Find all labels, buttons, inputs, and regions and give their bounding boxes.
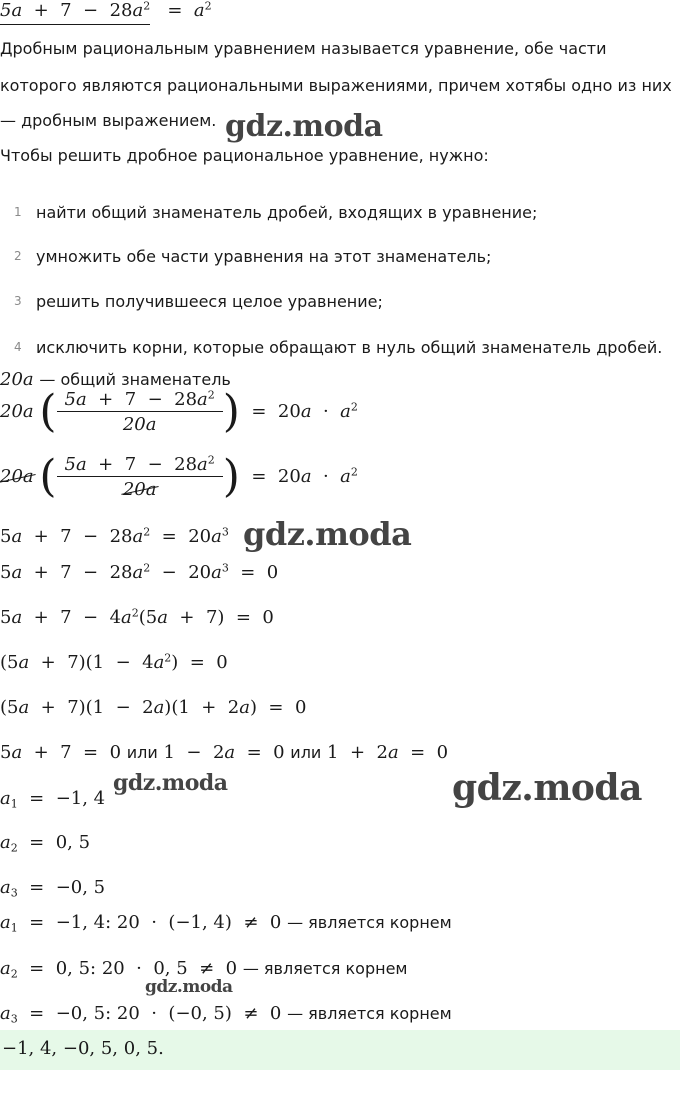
cancelled-equation: 20a ( $\frac{5a + 7 - 28a^2}{20a}$ ) = $20a \cdot a^2$ (0, 451, 358, 502)
check-a1: $a_1 = -1$, 4: 20 · (−1, 4) ≠ 0 — является корнем (0, 912, 452, 935)
equation-step-3: $5a + 7 - 4a^2(5a + 7) = 0$ (0, 606, 274, 628)
equation-step-4: $(5a + 7)(1 - 4a^2) = 0$ (0, 651, 228, 673)
or-word: или (290, 743, 322, 762)
steps-intro: Чтобы решить дробное рациональное уравнение, нужно: (0, 146, 489, 165)
root-label: — является корнем (287, 913, 452, 932)
common-denominator: 20a — общий знаменатель (0, 369, 231, 390)
definition-line-2: которого являются рациональными выражениями, причем хотябы одно из них (0, 76, 672, 95)
root-a1: $a_1 = -1$, 4 (0, 788, 106, 811)
root-label: — является корнем (287, 1004, 452, 1023)
definition-line-1: Дробным рациональным уравнением называется уравнение, обе части (0, 39, 607, 58)
step-text: умножить обе части уравнения на этот знаменатель; (36, 247, 492, 266)
equation-step-1: $5a + 7 - 28a^2 = 20a^3$ (0, 525, 229, 547)
answer-text: −1, 4, −0, 5, 0, 5. (2, 1038, 164, 1059)
step-number: 4 (14, 340, 22, 354)
equation-step-5: (5a + 7)(1 − 2a)(1 + 2a) = 0 (0, 697, 307, 718)
top-equation: $5a + 7 - 28a^2 = a^2$ (0, 2, 212, 25)
watermark: gdz.moda (225, 109, 383, 144)
root-a2: $a_2 = 0$, 5 (0, 832, 91, 855)
watermark: gdz.moda (243, 515, 412, 553)
step-text: исключить корни, которые обращают в нуль общий знаменатель дробей. (36, 338, 663, 357)
watermark: gdz.moda (113, 770, 228, 796)
watermark: gdz.moda (452, 767, 642, 809)
check-a3: $a_3 = -0$, 5: 20 · (−0, 5) ≠ 0 — является корнем (0, 1003, 452, 1026)
root-a3: $a_3 = -0$, 5 (0, 877, 106, 900)
root-label: — является корнем (242, 959, 408, 978)
answer-box (0, 1030, 680, 1070)
check-a2: $a_2 = 0$, 5: 20 · 0, 5 ≠ 0 — является корнем (0, 958, 408, 981)
definition-line-3: — дробным выражением. (0, 111, 217, 130)
equation-step-2: $5a + 7 - 28a^2 - 20a^3 = 0$ (0, 561, 279, 583)
step-text: найти общий знаменатель дробей, входящих в уравнение; (36, 203, 538, 222)
or-word: или (126, 743, 158, 762)
step-number: 1 (14, 205, 22, 219)
common-denominator-label: — общий знаменатель (39, 370, 231, 389)
step-number: 3 (14, 294, 22, 308)
step-number: 2 (14, 249, 22, 263)
watermark: gdz.moda (145, 977, 233, 997)
multiplied-equation: 20a ( $\frac{5a + 7 - 28a^2}{20a}$ ) = $20a \cdot a^2$ (0, 386, 358, 437)
equation-step-6: 5a + 7 = 0 или 1 − 2a = 0 или 1 + 2a = 0 (0, 742, 449, 763)
step-text: решить получившееся целое уравнение; (36, 292, 383, 311)
